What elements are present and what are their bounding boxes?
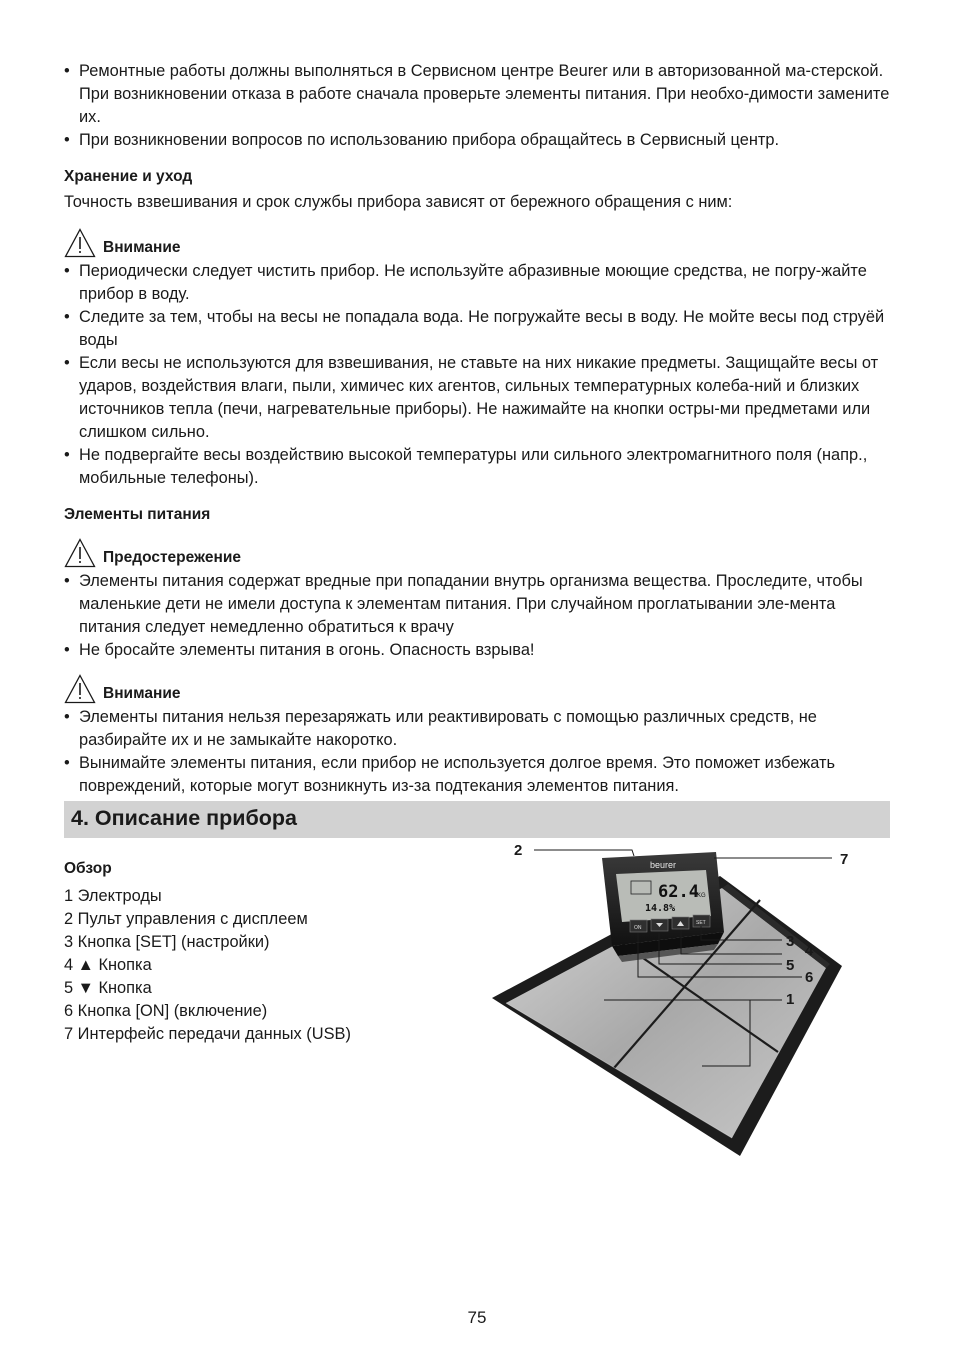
set-button-label: SET — [696, 920, 706, 926]
warning-triangle-icon — [64, 228, 96, 258]
lcd-weight-value: 62.4 — [658, 882, 699, 902]
warning-triangle-icon — [64, 674, 96, 704]
overview-item: 4 ▲ Кнопка — [64, 956, 152, 974]
warning-triangle-icon — [64, 538, 96, 568]
callout-7: 7 — [840, 851, 849, 868]
overview-item: 5 ▼ Кнопка — [64, 979, 152, 997]
batteries-warning-header — [64, 674, 890, 704]
batteries-heading: Элементы питания — [64, 506, 211, 523]
storage-bullet-list — [64, 260, 890, 490]
overview-item: 3 Кнопка [SET] (настройки) — [64, 933, 270, 951]
callout-2: 2 — [514, 842, 523, 859]
callout-3: 3 — [786, 933, 795, 950]
brand-logo: beurer — [650, 860, 677, 870]
storage-warning-header — [64, 228, 890, 258]
batteries-caution-list — [64, 570, 890, 662]
on-button-label: ON — [634, 925, 642, 931]
intro-bullet-list — [64, 60, 890, 152]
list-item: • Не бросайте элементы питания в огонь. Опасность взрыва! — [64, 639, 890, 662]
list-item: • Вынимайте элементы питания, если прибор не используется долгое время. Это поможет избежать повреждений, которые могут возникнуть из-за подтекания элементов питания. — [64, 752, 890, 798]
section-title: 4. Описание прибора — [71, 806, 297, 830]
control-unit — [602, 852, 724, 962]
overview-item: 7 Интерфейс передачи данных (USB) — [64, 1025, 351, 1043]
callout-6: 6 — [805, 969, 814, 986]
page-content — [64, 60, 890, 798]
list-item: • Элементы питания нельзя перезаряжать или реактивировать с помощью различных средств, не разбирайте их и не замыкайте накоротко. — [64, 706, 890, 752]
warning-title: Внимание — [103, 239, 181, 256]
overview-list — [64, 858, 394, 1046]
list-item: • Ремонтные работы должны выполняться в Сервисном центре Beurer или в авторизованной ма-стерской. При возникновении отказа в работе сначала проверьте элементы питания. При необхо-димости замените их. — [64, 60, 890, 129]
overview-heading: Обзор — [64, 860, 112, 877]
callout-4: 4 — [805, 942, 814, 959]
caution-title: Предостережение — [103, 549, 241, 566]
list-item: • Периодически следует чистить прибор. Не используйте абразивные моющие средства, не погру-жайте прибор в воду. — [64, 260, 890, 306]
list-item: • При возникновении вопросов по использованию прибора обращайтесь в Сервисный центр. — [64, 129, 890, 152]
overview-item: 6 Кнопка [ON] (включение) — [64, 1002, 268, 1020]
storage-intro: Точность взвешивания и срок службы прибора зависят от бережного обращения с ним: — [64, 193, 733, 211]
lcd-weight-unit: KG — [697, 893, 706, 899]
storage-heading: Хранение и уход — [64, 168, 193, 185]
overview-item: 2 Пульт управления с дисплеем — [64, 910, 308, 928]
batteries-caution-header — [64, 538, 890, 568]
bathroom-scale-image — [492, 840, 852, 1160]
callout-5: 5 — [786, 957, 795, 974]
list-item: • Следите за тем, чтобы на весы не попадала вода. Не погружайте весы в воду. Не мойте весы под струёй воды — [64, 306, 890, 352]
callout-1: 1 — [786, 991, 795, 1008]
warning-title: Внимание — [103, 685, 181, 702]
list-item: • Если весы не используются для взвешивания, не ставьте на них никакие предметы. Защищайте весы от ударов, воздействия влаги, пыли, химичес ких агентов, сильных температурных колеба-ний и близких источников тепла (печи, нагревательные приборы). Не нажимайте на кнопки остры-ми предметами или слишком сильно. — [64, 352, 890, 444]
overview-item: 1 Электроды — [64, 887, 162, 905]
list-item: • Не подвергайте весы воздействию высокой температуры или сильного электромагнитного поля (напр., мобильные телефоны). — [64, 444, 890, 490]
scale-illustration — [492, 840, 852, 1160]
page-number: 75 — [467, 1308, 487, 1327]
section-header-bar — [64, 801, 890, 838]
batteries-warning-list — [64, 706, 890, 798]
list-item: • Элементы питания содержат вредные при попадании внутрь организма вещества. Проследите, чтобы маленькие дети не имели доступа к элементам питания. При случайном проглатывании эле-мента питания следует немедленно обратиться к врачу — [64, 570, 890, 639]
lcd-fat-value: 14.8% — [645, 903, 676, 914]
